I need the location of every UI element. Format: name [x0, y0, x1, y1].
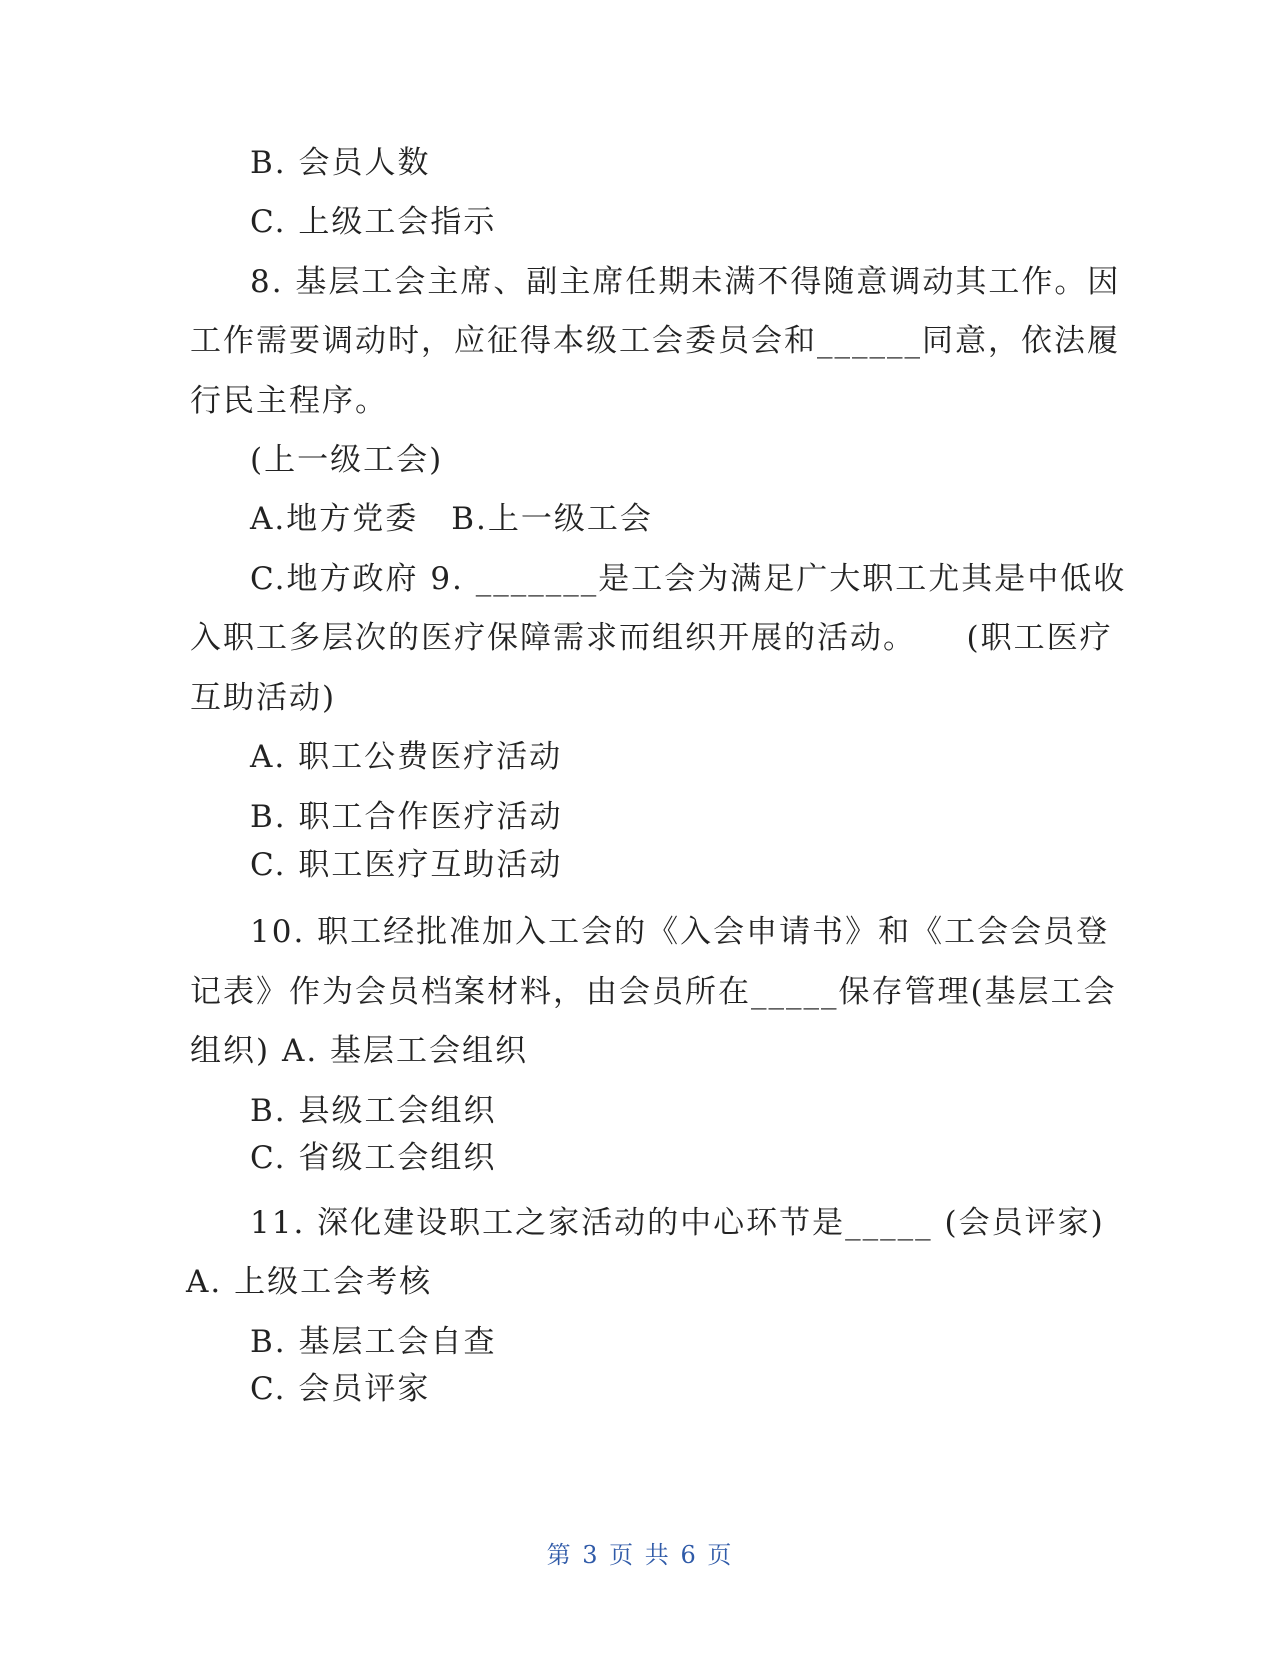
question-10-line-3: 组织) A. 基层工会组织: [190, 1033, 529, 1069]
question-8-line-2: 工作需要调动时，应征得本级工会委员会和______同意，依法履: [190, 323, 1120, 359]
question-9-option-c: C. 职工医疗互助活动: [250, 847, 563, 883]
question-10-line-1: 10. 职工经批准加入工会的《入会申请书》和《工会会员登: [250, 914, 1110, 950]
option-b-member-count: B. 会员人数: [250, 145, 431, 181]
question-9-line-2: 入职工多层次的医疗保障需求而组织开展的活动。 (职工医疗: [190, 620, 1113, 656]
question-9-line-3: 互助活动): [190, 680, 337, 716]
question-11-option-c: C. 会员评家: [250, 1371, 431, 1407]
question-10-option-b: B. 县级工会组织: [250, 1093, 497, 1129]
question-8-line-3: 行民主程序。: [190, 383, 388, 419]
question-10-line-2: 记表》作为会员档案材料，由会员所在_____保存管理(基层工会: [190, 974, 1117, 1010]
question-8-line-1: 8. 基层工会主席、副主席任期未满不得随意调动其工作。因: [250, 264, 1121, 300]
question-8-options-a-b: A.地方党委 B.上一级工会: [250, 501, 653, 537]
question-11-line-1: 11. 深化建设职工之家活动的中心环节是_____ (会员评家): [250, 1205, 1105, 1241]
page-number-footer: 第 3 页 共 6 页: [546, 1541, 734, 1569]
question-10-option-c: C. 省级工会组织: [250, 1140, 497, 1176]
question-9-option-a: A. 职工公费医疗活动: [250, 739, 563, 775]
question-9-option-b: B. 职工合作医疗活动: [250, 799, 563, 835]
question-11-option-a: A. 上级工会考核: [186, 1264, 433, 1300]
question-9-line-1: C.地方政府 9. _______是工会为满足广大职工尤其是中低收: [250, 561, 1127, 597]
question-8-answer: (上一级工会): [250, 442, 444, 478]
question-11-option-b: B. 基层工会自查: [250, 1324, 497, 1360]
option-c-superior-union-instruction: C. 上级工会指示: [250, 204, 497, 240]
